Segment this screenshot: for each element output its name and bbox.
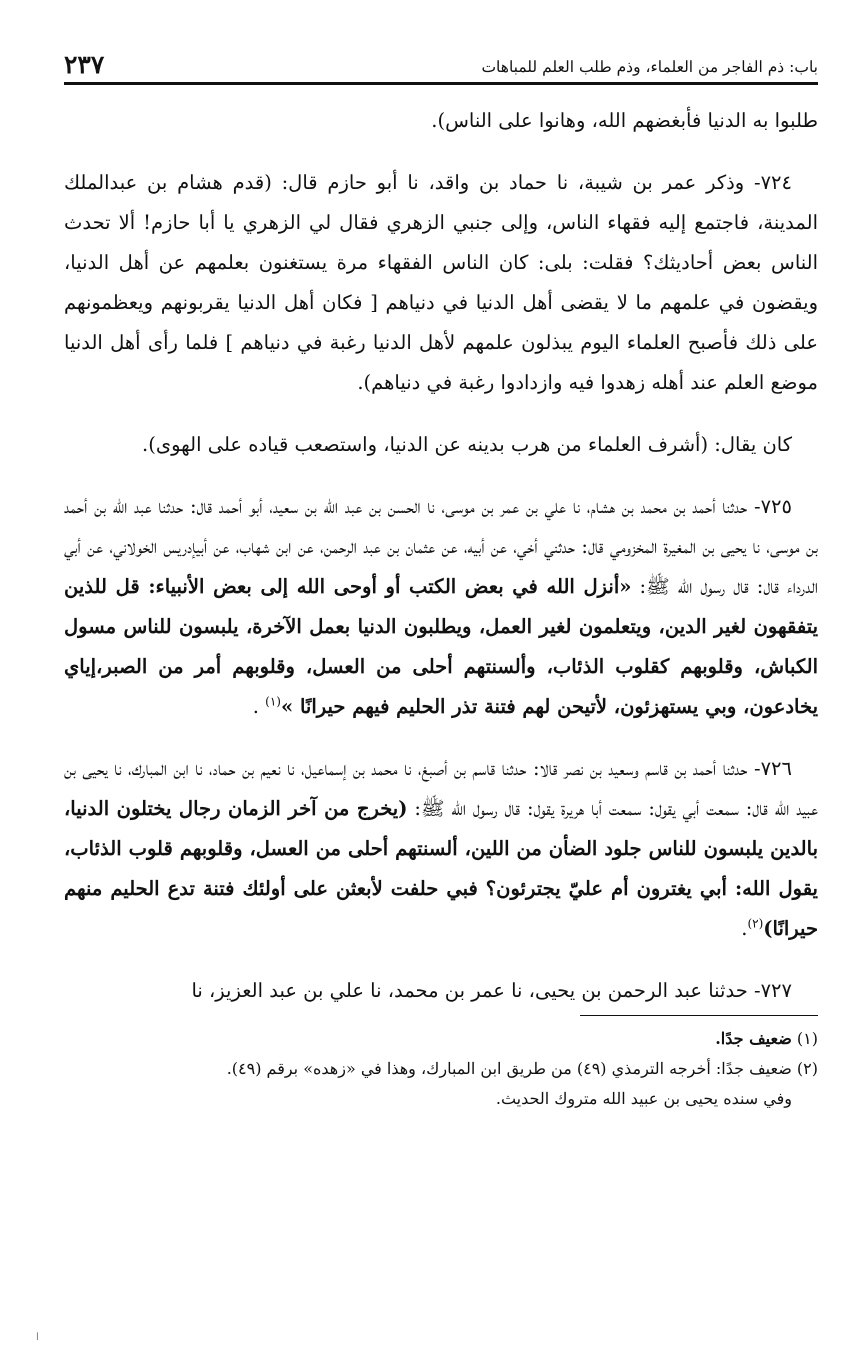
page-number: ٢٣٧	[64, 50, 105, 79]
footnotes	[64, 1024, 818, 1114]
document-page	[64, 46, 818, 1339]
chapter-title: باب: ذم الفاجر من العلماء، وذم طلب العلم للمباهات	[481, 58, 818, 76]
paragraph-saying: كان يقال: (أشرف العلماء من هرب بدينه عن الدنيا، واستصعب قياده على الهوى).	[142, 433, 792, 456]
hadith-text-726: (يخرج من آخر الزمان رجال يختلون الدنيا، بالدين يلبسون للناس جلود الضأن من اللين، ألسنتهم أحلى من العسل، وقلوبهم قلوب الذئاب، يقول الله: أبي يغترون أم عليّ يجترئون؟ فبي حلفت لأبعثن على أولئك فتنة تدع الحليم منهم حيرانًا)	[64, 797, 818, 940]
running-header	[64, 46, 818, 82]
isnad-726: ٧٢٦- حدثنا أحمد بن قاسم وسعيد بن نصر قالا: حدثنا قاسم بن أصبغ، نا محمد بن إسماعيل، نا نعيم بن حماد، نا ابن المبارك، نا يحيى بن عبيد الله قال: سمعت أبي يقول: سمعت أبا هريرة يقول: قال رسول الله ﷺ:	[64, 757, 819, 820]
footnote-1: (١) ضعيف جدًا.	[715, 1029, 818, 1048]
header-rule	[64, 82, 818, 85]
isnad-725: ٧٢٥- حدثنا أحمد بن محمد بن هشام، نا علي بن عمر بن موسى، نا الحسن بن عبد الله بن سعيد، أبو أحمد قال: حدثنا عبد الله بن أحمد بن موسى، نا يحيى بن المغيرة المخزومي قال: حدثني أخي، عن أبيه، عن عثمان بن عبد الرحمن، عن ابن شهاب، عن أبيإدريس الخولاني، عن أبي الدرداء قال: قال رسول الله ﷺ:	[64, 495, 818, 598]
paragraph-725: ٧٢٥- حدثنا أحمد بن محمد بن هشام، نا علي بن عمر بن موسى، نا الحسن بن عبد الله بن سعيد، أبو أحمد قال: حدثنا عبد الله بن أحمد بن موسى، نا يحيى بن المغيرة المخزومي قال: حدثني أخي، عن أبيه، عن عثمان بن عبد الرحمن، عن ابن شهاب، عن أبيإدريس الخولاني، عن أبي الدرداء قال: قال رسول الله ﷺ: «أنزل الله في بعض الكتب أو أوحى الله إلى بعض الأنبياء: قل للذين يتفقهون لغير الدين، ويتعلمون لغير العمل، ويطلبون الدنيا بعمل الآخرة، يلبسون للناس مسول الكباش، وقلوبهم كقلوب الذئاب، وألسنتهم أحلى من العسل، وقلوبهم أمر من الصبر،إياي يخادعون، وبي يستهزئون، لأتيحن لهم فتنة تذر الحليم فيهم حيرانًا »$^{(١)}$ .	[64, 495, 818, 718]
footnote-2: (٢) ضعيف جدًا: أخرجه الترمذي (٤٩) من طريق ابن المبارك، وهذا في «زهده» برقم (٤٩).	[226, 1059, 818, 1078]
paragraph-724: ٧٢٤- وذكر عمر بن شيبة، نا حماد بن واقد، نا أبو حازم قال: (قدم هشام بن عبدالملك المدينة، فاجتمع إليه فقهاء الناس، وإلى جنبي الزهري فقال لي الزهري يا أبا حازم! ألا تحدث الناس بعض أحاديثك؟ فقلت: بلى: كان الناس الفقهاء مرة يستغنون بعلمهم عن أهل الدنيا، ويقضون في علمهم ما لا يقضى أهل الدنيا في دنياهم [ فكان أهل الدنيا يقربونهم ويعظمونهم على ذلك فأصبح العلماء اليوم يبذلون علمهم لأهل الدنيا رغبة في دنياهم ] فلما رأى أهل الدنيا موضع العلم عند أهله زهدوا فيه وازدادوا رغبة في دنياهم).	[64, 171, 818, 394]
paragraph-727: ٧٢٧- حدثنا عبد الرحمن بن يحيى، نا عمر بن محمد، نا علي بن عبد العزيز، نا	[191, 979, 792, 1002]
hadith-text-725: «أنزل الله في بعض الكتب أو أوحى الله إلى بعض الأنبياء: قل للذين يتفقهون لغير الدين، ويتعلمون لغير العمل، ويطلبون الدنيا بعمل الآخرة، يلبسون للناس مسول الكباش، وقلوبهم كقلوب الذئاب، وألسنتهم أحلى من العسل، وقلوبهم أمر من الصبر،إياي يخادعون، وبي يستهزئون، لأتيحن لهم فتنة تذر الحليم فيهم حيرانًا »	[64, 575, 818, 718]
paragraph-continuation: طلبوا به الدنيا فأبغضهم الله، وهانوا على الناس).	[431, 109, 818, 132]
corner-mark: ا	[36, 1332, 39, 1343]
footnote-ref-1[interactable]: (١)	[265, 694, 281, 709]
footnote-separator	[580, 1015, 818, 1016]
main-text	[64, 101, 818, 1011]
footnote-2-continuation: وفي سنده يحيى بن عبيد الله متروك الحديث.	[495, 1089, 792, 1108]
paragraph-726: ٧٢٦- حدثنا أحمد بن قاسم وسعيد بن نصر قالا: حدثنا قاسم بن أصبغ، نا محمد بن إسماعيل، نا نعيم بن حماد، نا ابن المبارك، نا يحيى بن عبيد الله قال: سمعت أبي يقول: سمعت أبا هريرة يقول: قال رسول الله ﷺ: (يخرج من آخر الزمان رجال يختلون الدنيا، بالدين يلبسون للناس جلود الضأن من اللين، ألسنتهم أحلى من العسل، وقلوبهم قلوب الذئاب، يقول الله: أبي يغترون أم عليّ يجترئون؟ فبي حلفت لأبعثن على أولئك فتنة تدع الحليم منهم حيرانًا)$^{(٢)}$.	[64, 757, 819, 940]
footnote-ref-2[interactable]: (٢)	[747, 916, 764, 931]
